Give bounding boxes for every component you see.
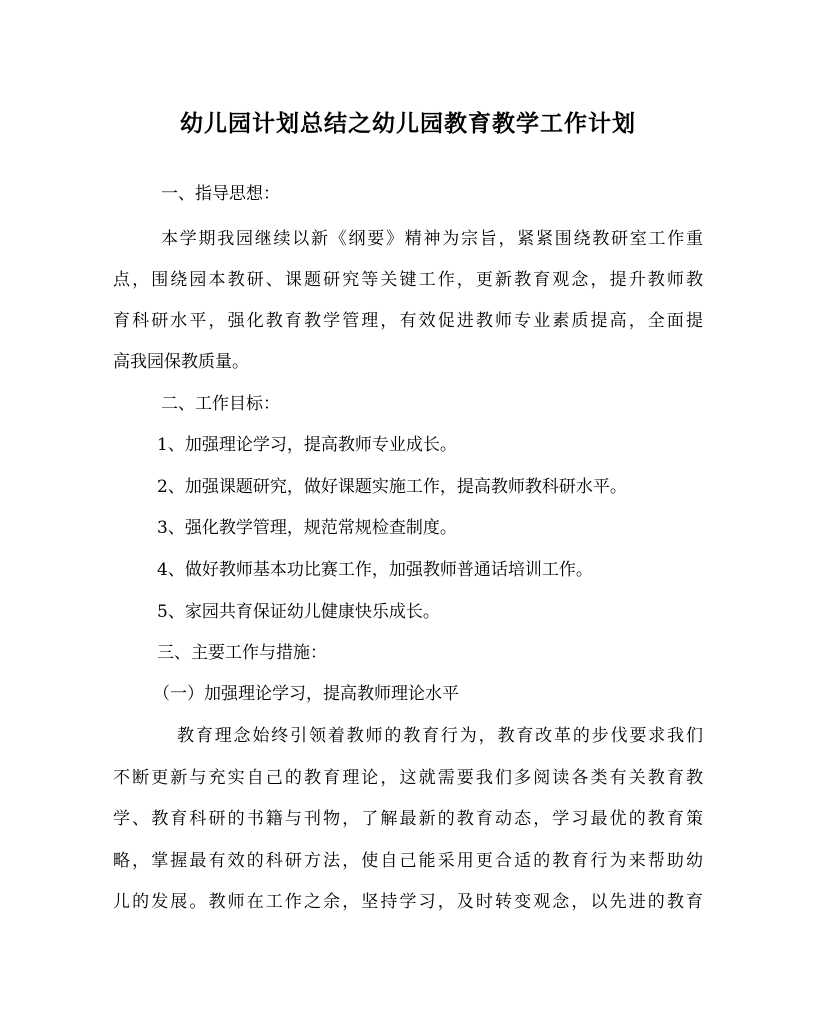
goal-item: 1、加强理论学习，提高教师专业成长。	[157, 435, 457, 455]
paragraph-line: 点，围绕园本教研、课题研究等关键工作，更新教育观念，提升教师教	[113, 270, 703, 290]
paragraph-line: 学、教育科研的书籍与刊物，了解最新的教育动态，学习最优的教育策	[113, 809, 703, 829]
paragraph-line: 本学期我园继续以新《纲要》精神为宗旨，紧紧围绕教研室工作重	[161, 229, 703, 249]
paragraph-line: 儿的发展。教师在工作之余，坚持学习，及时转变观念，以先进的教育	[113, 892, 703, 912]
section-heading-main-work: 三、主要工作与措施：	[157, 643, 327, 663]
section-heading-work-goals: 二、工作目标：	[161, 394, 280, 414]
paragraph-line: 教育理念始终引领着教师的教育行为，教育改革的步伐要求我们	[177, 726, 703, 746]
goal-item: 5、家园共育保证幼儿健康快乐成长。	[157, 602, 440, 622]
paragraph-line: 育科研水平，强化教育教学管理，有效促进教师专业素质提高，全面提	[113, 311, 703, 331]
document-title: 幼儿园计划总结之幼儿园教育教学工作计划	[180, 110, 636, 137]
goal-item: 2、加强课题研究，做好课题实施工作，提高教师教科研水平。	[157, 477, 627, 497]
paragraph-line: 略，掌握最有效的科研方法，使自己能采用更合适的教育行为来帮助幼	[113, 851, 703, 871]
paragraph-line: 高我园保教质量。	[113, 352, 249, 372]
section-heading-guiding-ideology: 一、指导思想：	[161, 184, 280, 204]
subsection-heading: （一）加强理论学习，提高教师理论水平	[153, 684, 459, 704]
goal-item: 4、做好教师基本功比赛工作，加强教师普通话培训工作。	[157, 560, 593, 580]
paragraph-line: 不断更新与充实自己的教育理论，这就需要我们多阅读各类有关教育教	[113, 768, 703, 788]
goal-item: 3、强化教学管理，规范常规检查制度。	[157, 518, 457, 538]
